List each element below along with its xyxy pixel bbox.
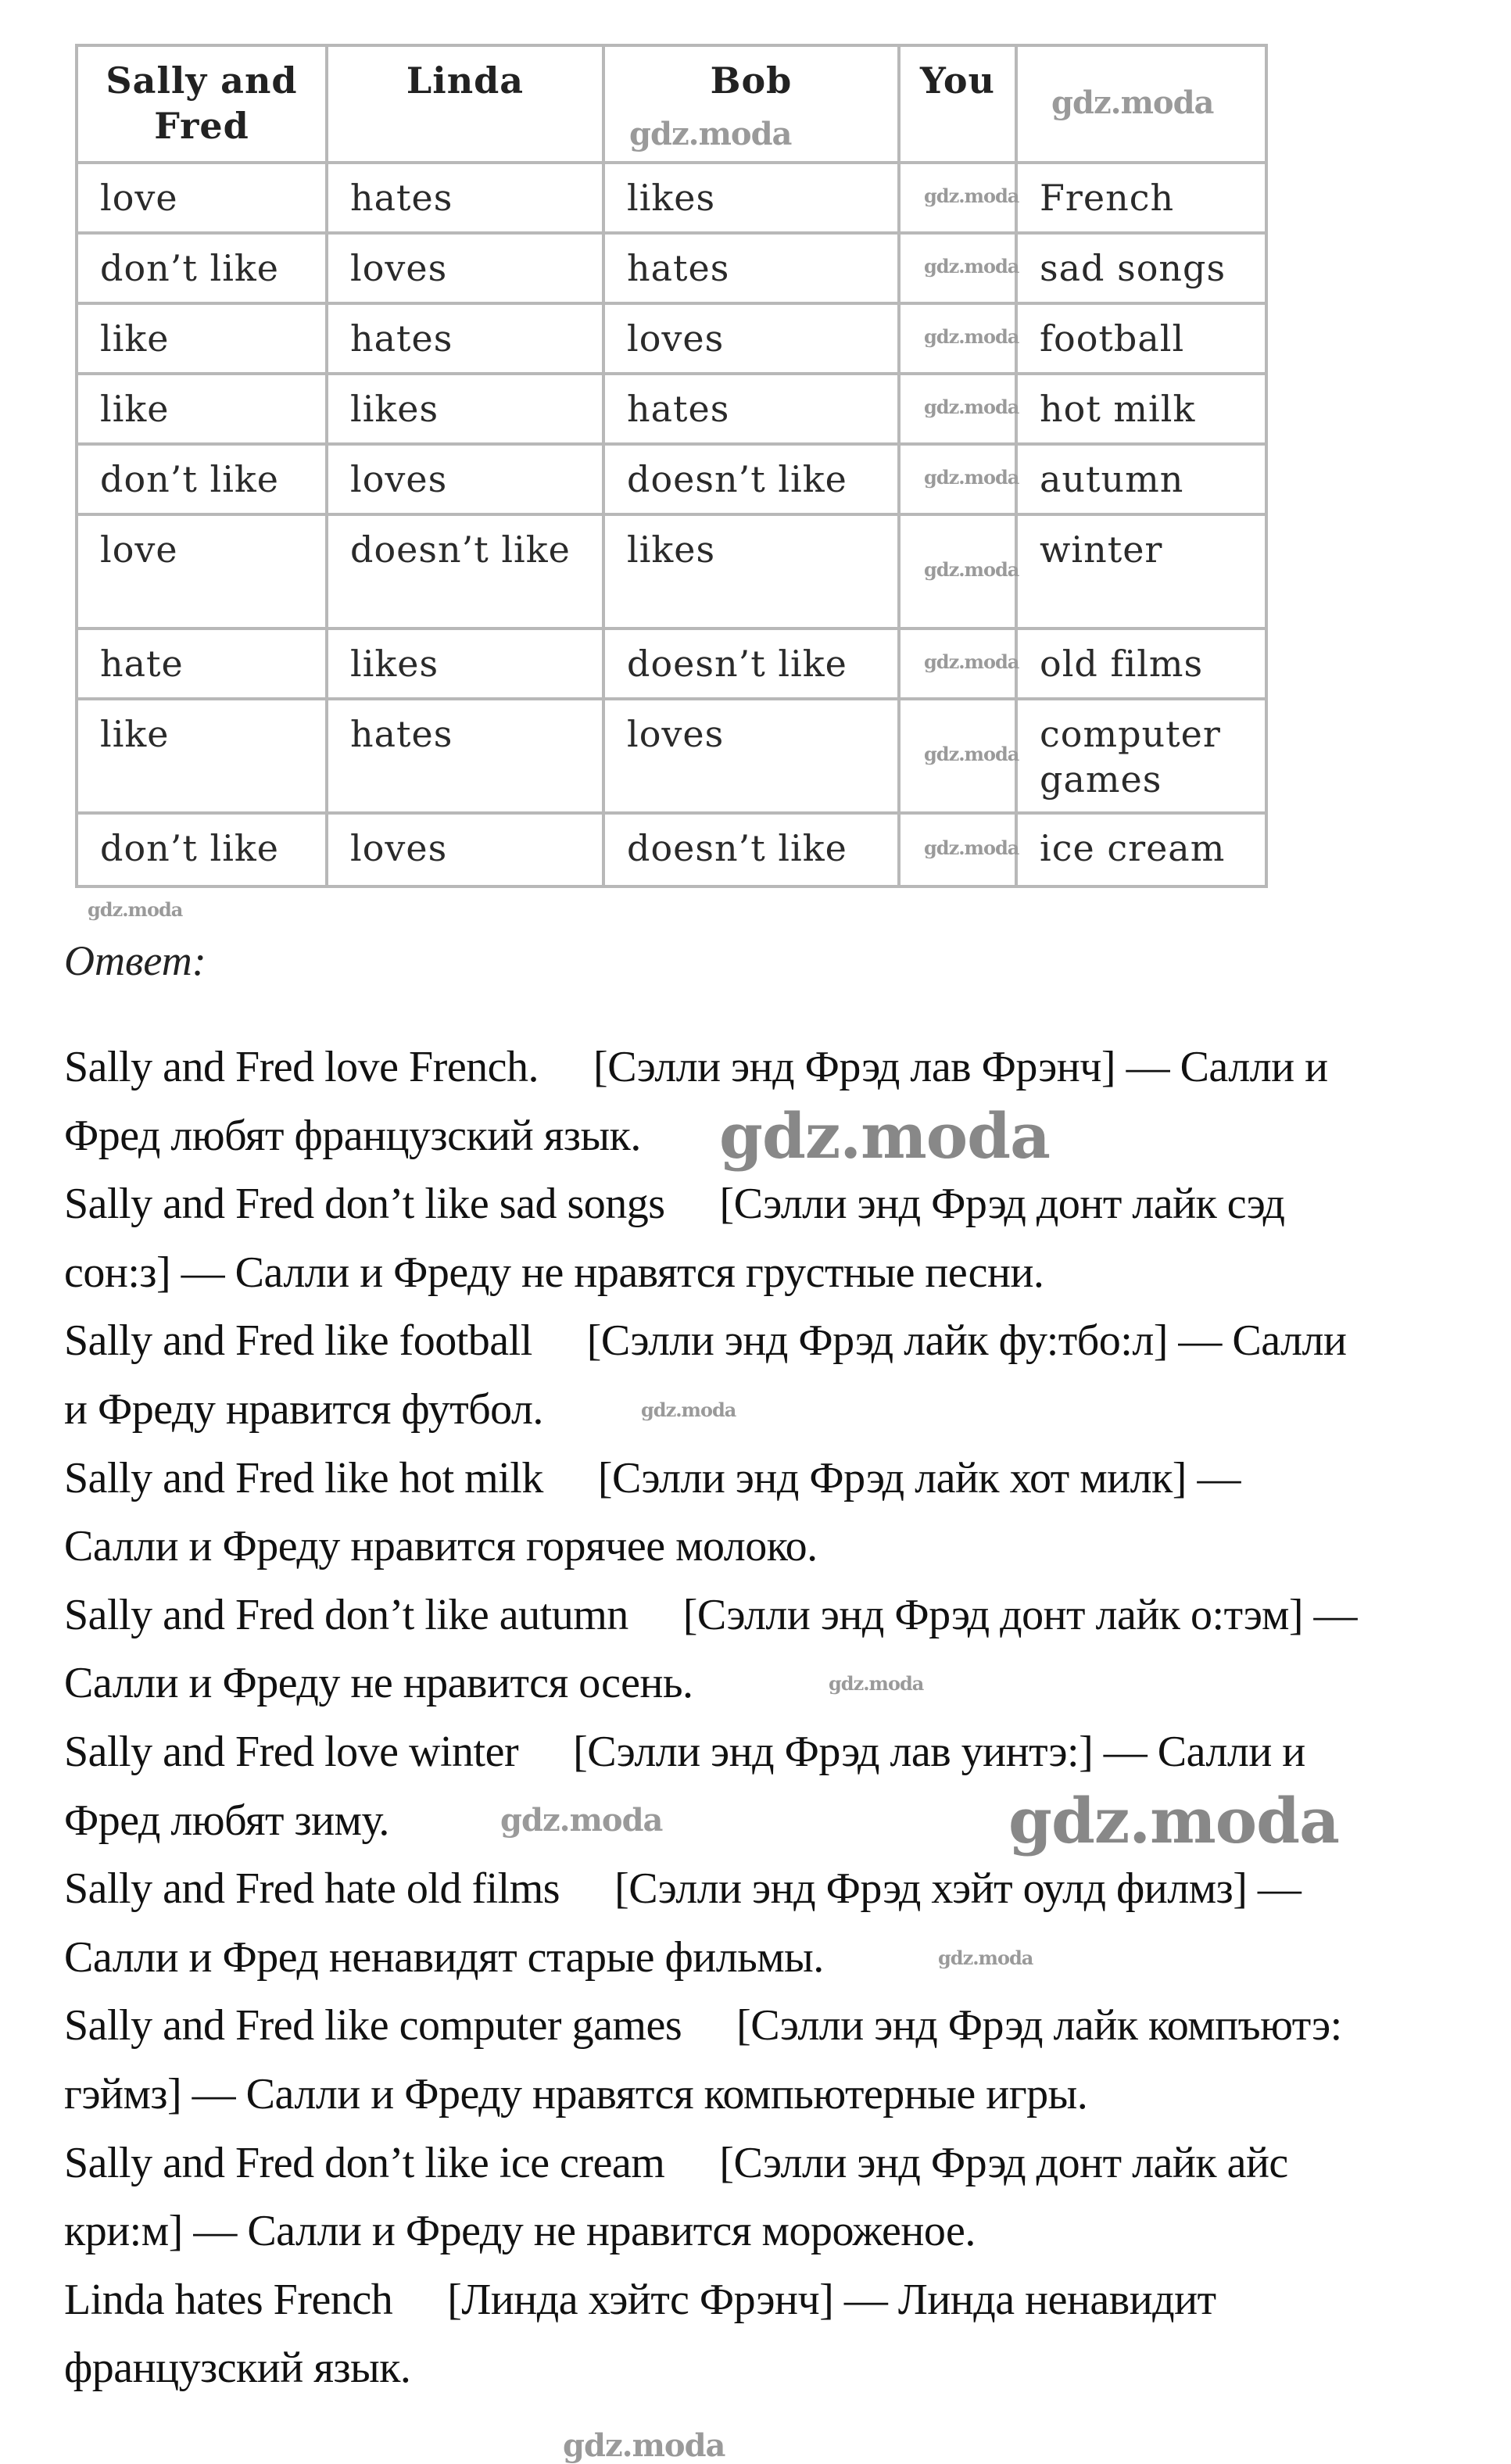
table-cell: love xyxy=(77,514,327,629)
table-cell: loves xyxy=(327,444,603,514)
translation-line: Фред любят зиму. xyxy=(64,1796,389,1845)
table-cell: loves xyxy=(327,813,603,886)
watermark: gdz.moda xyxy=(719,1099,1050,1173)
table-cell: doesn’t like xyxy=(603,444,899,514)
table-cell: doesn’t like xyxy=(603,629,899,699)
transcription: [Линда хэйтс Фрэнч] — Линда ненавидит xyxy=(447,2275,1216,2324)
watermark: gdz.moda xyxy=(924,466,1019,489)
preferences-table xyxy=(75,44,1268,888)
answer-text xyxy=(64,1033,1357,2403)
watermark: gdz.moda xyxy=(88,898,183,921)
table-row xyxy=(77,163,1266,233)
table-cell: old films xyxy=(1016,629,1266,699)
english-sentence: Sally and Fred like computer games xyxy=(64,2001,682,2050)
english-sentence: Sally and Fred don’t like sad songs xyxy=(64,1180,665,1229)
answer-line xyxy=(64,1033,1357,1102)
watermark: gdz.moda xyxy=(924,743,1019,765)
table-cell: hates xyxy=(327,699,603,813)
english-sentence: Sally and Fred don’t like autumn xyxy=(64,1590,628,1639)
table-row xyxy=(77,444,1266,514)
table-cell: football xyxy=(1016,303,1266,374)
table-cell: loves xyxy=(603,699,899,813)
transcription: [Сэлли энд Фрэд лайк компъютэ: xyxy=(736,2001,1342,2050)
table-cell: like xyxy=(77,699,327,813)
answer-line xyxy=(64,1307,1357,1376)
header-linda: Linda xyxy=(327,45,603,163)
watermark: gdz.moda xyxy=(924,255,1019,278)
watermark: gdz.moda xyxy=(924,396,1019,418)
table-cell: love xyxy=(77,163,327,233)
watermark: gdz.moda xyxy=(1051,84,1214,121)
watermark: gdz.moda xyxy=(500,1802,663,1839)
table-cell: hates xyxy=(327,163,603,233)
header-you: You xyxy=(899,45,1016,163)
english-sentence: Sally and Fred love winter xyxy=(64,1727,519,1776)
answer-line xyxy=(64,2129,1357,2198)
table-cell: hates xyxy=(327,303,603,374)
transcription: [Сэлли энд Фрэд донт лайк о:тэм] — xyxy=(682,1590,1358,1639)
answer-label: Ответ: xyxy=(64,937,206,984)
table-cell: winter xyxy=(1016,514,1266,629)
watermark: gdz.moda xyxy=(924,325,1019,348)
table-row xyxy=(77,813,1266,886)
table-cell: French xyxy=(1016,163,1266,233)
table-cell: hot milk xyxy=(1016,374,1266,444)
answer-line xyxy=(64,1855,1357,1924)
header-bob: Bob xyxy=(603,45,899,163)
table-row xyxy=(77,374,1266,444)
english-sentence: Sally and Fred don’t like ice cream xyxy=(64,2138,665,2187)
table-row xyxy=(77,303,1266,374)
watermark: gdz.moda xyxy=(829,1672,924,1695)
table-cell: likes xyxy=(603,514,899,629)
transcription: [Сэлли энд Фрэд донт лайк сэд xyxy=(719,1180,1285,1229)
answer-line xyxy=(64,2266,1357,2335)
watermark: gdz.moda xyxy=(924,650,1019,673)
translation-line: Салли и Фреду не нравится осень. xyxy=(64,1659,693,1708)
table-cell: doesn’t like xyxy=(327,514,603,629)
answer-line xyxy=(64,1581,1357,1650)
watermark: gdz.moda xyxy=(563,2427,725,2464)
english-sentence: Linda hates French xyxy=(64,2275,393,2324)
translation-line: французский язык. xyxy=(64,2344,411,2393)
table-cell: don’t like xyxy=(77,813,327,886)
transcription: [Сэлли энд Фрэд хэйт оулд филмз] — xyxy=(614,1864,1302,1914)
watermark: gdz.moda xyxy=(1008,1784,1339,1857)
translation-line: гэймз] — Салли и Фреду нравятся компьютерные игры. xyxy=(64,2069,1088,2118)
table-cell: like xyxy=(77,303,327,374)
translation-line: Салли и Фреду нравится горячее молоко. xyxy=(64,1522,818,1571)
translation-line: сон:з] — Салли и Фреду не нравятся грустные песни. xyxy=(64,1248,1044,1297)
watermark: gdz.moda xyxy=(938,1946,1033,1969)
table-row xyxy=(77,233,1266,303)
table-cell: computer games xyxy=(1016,699,1266,813)
answer-line xyxy=(64,1170,1357,1239)
transcription: [Сэлли энд Фрэд донт лайк айс xyxy=(719,2138,1288,2187)
watermark: gdz.moda xyxy=(641,1399,736,1421)
table-cell: like xyxy=(77,374,327,444)
english-sentence: Sally and Fred hate old films xyxy=(64,1864,560,1914)
table-cell: hates xyxy=(603,233,899,303)
table-cell: likes xyxy=(327,374,603,444)
english-sentence: Sally and Fred like hot milk xyxy=(64,1453,543,1502)
transcription: [Сэлли энд Фрэд лайк фу:тбо:л] — Салли xyxy=(586,1316,1347,1366)
table-row xyxy=(77,699,1266,813)
watermark: gdz.moda xyxy=(629,116,792,152)
translation-line: кри:м] — Салли и Фреду не нравится мороженое. xyxy=(64,2207,976,2256)
table-cell: ice cream xyxy=(1016,813,1266,886)
transcription: [Сэлли энд Фрэд лайк хот милк] — xyxy=(597,1453,1241,1502)
table-cell: don’t like xyxy=(77,233,327,303)
answer-line xyxy=(64,1992,1357,2061)
table-cell: likes xyxy=(327,629,603,699)
header-sally-fred: Sally and Fred xyxy=(77,45,327,163)
english-sentence: Sally and Fred love French. xyxy=(64,1043,539,1091)
watermark: gdz.moda xyxy=(924,558,1019,581)
table-cell: loves xyxy=(603,303,899,374)
english-sentence: Sally and Fred like football xyxy=(64,1316,532,1366)
table-cell: likes xyxy=(603,163,899,233)
table-cell: don’t like xyxy=(77,444,327,514)
table-cell: autumn xyxy=(1016,444,1266,514)
transcription: [Сэлли энд Фрэд лав уинтэ:] — Салли и xyxy=(573,1727,1305,1776)
table-cell: sad songs xyxy=(1016,233,1266,303)
table-cell: hate xyxy=(77,629,327,699)
watermark: gdz.moda xyxy=(924,836,1019,859)
table-cell: hates xyxy=(603,374,899,444)
table-cell: loves xyxy=(327,233,603,303)
translation-line: Фред любят французский язык. xyxy=(64,1111,641,1160)
translation-line: и Фреду нравится футбол. xyxy=(64,1384,543,1434)
table-cell: doesn’t like xyxy=(603,813,899,886)
translation-line: Салли и Фред ненавидят старые фильмы. xyxy=(64,1932,824,1982)
transcription: [Сэлли энд Фрэд лав Фрэнч] — Салли и xyxy=(593,1043,1328,1091)
table-row xyxy=(77,514,1266,629)
answer-line xyxy=(64,1718,1357,1787)
table-row xyxy=(77,629,1266,699)
watermark: gdz.moda xyxy=(924,184,1019,207)
answer-line xyxy=(64,1445,1357,1513)
